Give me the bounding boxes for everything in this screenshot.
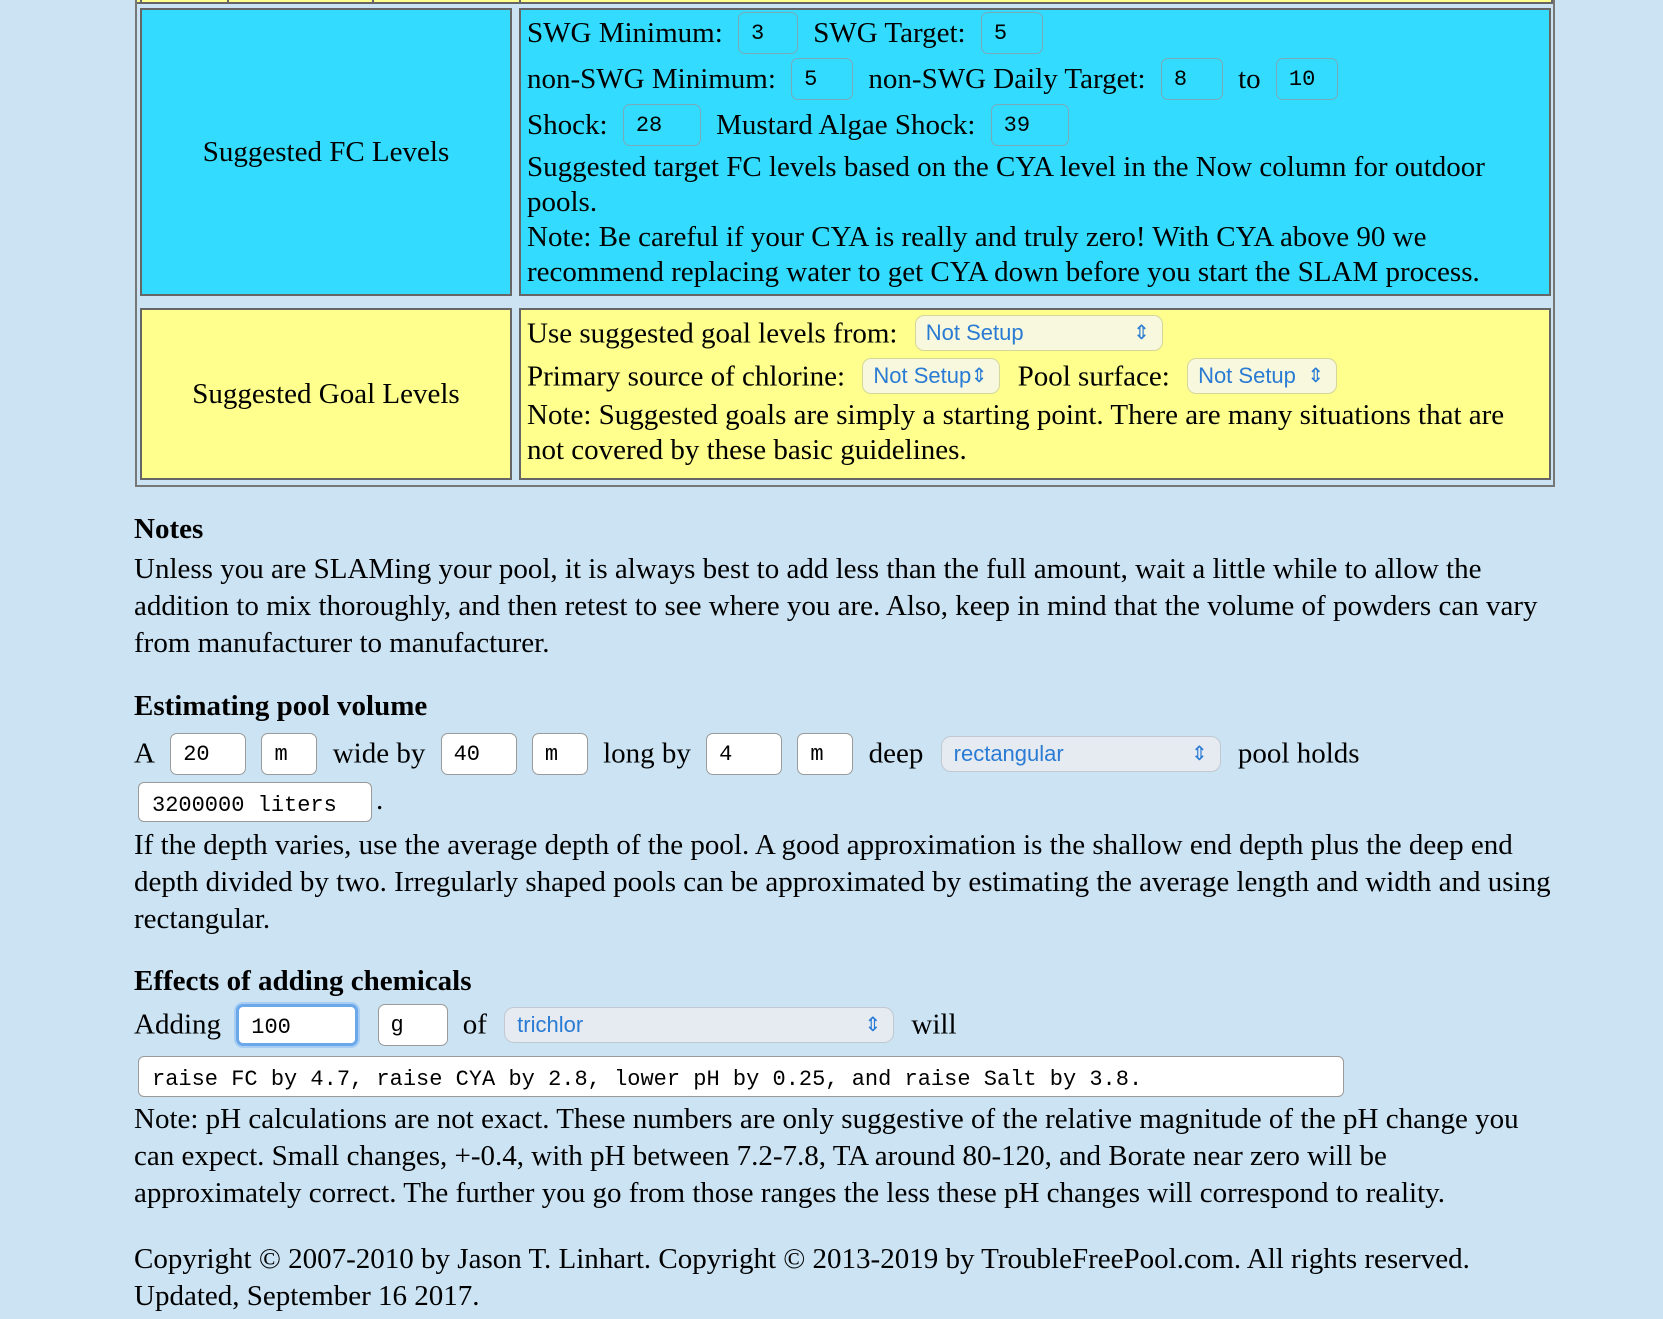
copyright-text: Copyright © 2007-2010 by Jason T. Linhart. Copyright © 2013-2019 by TroubleFreePool.com. All rights reserved. <box>134 1243 1470 1275</box>
swg-target-label: SWG Target: <box>813 17 966 49</box>
primary-source-select[interactable] <box>862 358 1000 394</box>
nonswg-daily-target-low-input[interactable]: 8 <box>1161 58 1223 100</box>
length-unit-input[interactable]: m <box>532 733 588 775</box>
to-label: to <box>1238 63 1261 95</box>
fc-levels-content <box>519 8 1551 296</box>
up-down-chevron-icon: ⇕ <box>1132 322 1150 345</box>
mustard-algae-shock-input[interactable]: 39 <box>991 104 1069 146</box>
up-down-chevron-icon: ⇕ <box>864 1014 882 1036</box>
previous-row-sliver <box>137 0 1553 4</box>
fc-levels-label: Suggested FC Levels <box>140 8 512 296</box>
width-input[interactable]: 20 <box>170 733 246 775</box>
pool-surface-select[interactable] <box>1187 358 1337 394</box>
volume-result-period: . <box>376 784 384 816</box>
mustard-algae-shock-label: Mustard Algae Shock: <box>716 109 976 141</box>
settings-table <box>135 0 1555 487</box>
up-down-chevron-icon: ⇕ <box>970 365 988 388</box>
goal-levels-note: Note: Suggested goals are simply a starting point. There are many situations that are not covered by these basic guidelines. <box>527 399 1505 466</box>
fc-levels-row <box>137 8 1553 296</box>
shock-label: Shock: <box>527 109 608 141</box>
goal-levels-source-select[interactable] <box>915 315 1163 351</box>
a-label: A <box>134 737 155 770</box>
use-goal-levels-label: Use suggested goal levels from: <box>527 317 898 350</box>
fc-levels-description: Suggested target FC levels based on the CYA level in the Now column for outdoor pools. <box>527 151 1485 218</box>
nonswg-minimum-label: non-SWG Minimum: <box>527 63 776 95</box>
chemicals-title: Effects of adding chemicals <box>134 965 472 997</box>
volume-inputs-row <box>134 733 1360 775</box>
goal-levels-source-value: Not Setup <box>925 320 1024 346</box>
up-down-chevron-icon: ⇕ <box>1190 743 1208 765</box>
primary-source-label: Primary source of chlorine: <box>527 360 846 393</box>
pool-shape-value: rectangular <box>953 741 1064 766</box>
chemicals-note: Note: pH calculations are not exact. These numbers are only suggestive of the relative magnitude of the pH change you can expect. Small changes, +-0.4, with pH between 7.2-7.8, TA around 80-120, and Borate near zero will be approximately correct. The further you go from those ranges the less these pH changes will correspond to reality. <box>134 1103 1519 1209</box>
chemical-value: trichlor <box>517 1012 584 1037</box>
updated-text: Updated, September 16 2017. <box>134 1280 480 1312</box>
chemical-amount-input[interactable]: 100 <box>236 1004 358 1046</box>
swg-minimum-input[interactable]: 3 <box>738 12 798 54</box>
shock-input[interactable]: 28 <box>623 104 701 146</box>
pool-surface-value: Not Setup <box>1198 363 1296 389</box>
width-unit-input[interactable]: m <box>261 733 317 775</box>
pool-surface-label: Pool surface: <box>1017 360 1170 393</box>
adding-label: Adding <box>134 1008 221 1041</box>
chemical-effect-output: raise FC by 4.7, raise CYA by 2.8, lower pH by 0.25, and raise Salt by 3.8. <box>138 1056 1344 1097</box>
pool-shape-select[interactable] <box>941 736 1221 772</box>
chemical-select[interactable] <box>504 1007 894 1043</box>
long-by-label: long by <box>603 737 691 770</box>
fc-levels-note: Note: Be careful if your CYA is really and truly zero! With CYA above 90 we recommend replacing water to get CYA down before you start the SLAM process. <box>527 221 1480 288</box>
volume-help-text: If the depth varies, use the average depth of the pool. A good approximation is the shallow end depth plus the deep end depth divided by two. Irregularly shaped pools can be approximated by estimating the average length and width and using rectangular. <box>134 829 1551 935</box>
swg-minimum-label: SWG Minimum: <box>527 17 723 49</box>
wide-by-label: wide by <box>332 737 426 770</box>
up-down-chevron-icon: ⇕ <box>1307 365 1325 388</box>
chemicals-inputs-row <box>134 1004 957 1046</box>
goal-levels-label: Suggested Goal Levels <box>140 308 512 480</box>
nonswg-daily-target-high-input[interactable]: 10 <box>1276 58 1338 100</box>
nonswg-minimum-input[interactable]: 5 <box>791 58 853 100</box>
volume-result-output: 3200000 liters <box>138 782 372 822</box>
pool-holds-label: pool holds <box>1237 737 1360 770</box>
notes-body: Unless you are SLAMing your pool, it is always best to add less than the full amount, wait a little while to allow the addition to mix thoroughly, and then retest to see where you are. Also, keep in mind that the volume of powders can vary from manufacturer to manufacturer. <box>134 553 1538 659</box>
goal-levels-row <box>137 308 1553 480</box>
depth-unit-input[interactable]: m <box>797 733 853 775</box>
nonswg-daily-target-label: non-SWG Daily Target: <box>868 63 1146 95</box>
chemical-unit-input[interactable]: g <box>378 1004 448 1046</box>
depth-input[interactable]: 4 <box>706 733 782 775</box>
volume-title: Estimating pool volume <box>134 690 428 722</box>
deep-label: deep <box>868 737 924 770</box>
goal-levels-content <box>519 308 1551 480</box>
of-label: of <box>462 1008 487 1041</box>
primary-source-value: Not Setup <box>873 363 972 389</box>
swg-target-input[interactable]: 5 <box>981 12 1043 54</box>
length-input[interactable]: 40 <box>441 733 517 775</box>
will-label: will <box>911 1008 957 1041</box>
notes-title: Notes <box>134 513 204 545</box>
